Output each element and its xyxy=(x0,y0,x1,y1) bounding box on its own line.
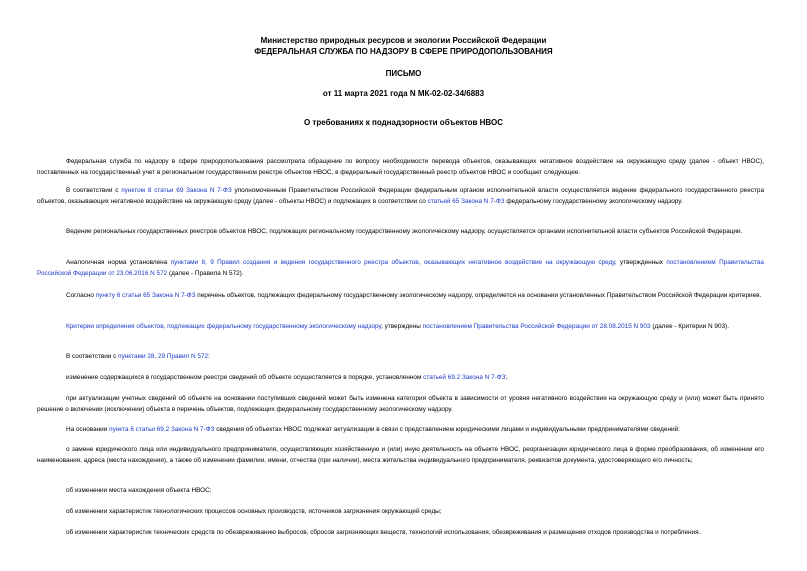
paragraph-text: изменение содержащихся в государственном реестре сведений об объекте осуществляется в порядке, установленном xyxy=(66,374,424,381)
paragraph-text: об изменении места нахождения объекта НВОС; xyxy=(66,487,212,494)
paragraph-text: , утвержденных xyxy=(614,259,667,266)
paragraph-text: ; xyxy=(505,374,508,381)
paragraph-text: В соответствии с xyxy=(66,187,122,194)
paragraph-14 xyxy=(37,527,764,538)
paragraph-11 xyxy=(37,444,764,466)
resolution-link[interactable]: постановлением Правительства Российской Федерации от 23.06.2016 N 572 xyxy=(37,259,764,277)
paragraph-text: (далее - Правила N 572). xyxy=(167,270,244,277)
paragraph-text: сведения об объектах НВОС подлежат актуализации в связи с представлением юридическими лицами и индивидуальными предпринимателями сведений: xyxy=(214,426,680,433)
paragraph-text: , утверждены xyxy=(381,323,423,330)
paragraph-text: при актуализации учетных сведений об объекте на основании поступивших сведений может быть изменена категория объекта в зависимости от уровня негативного воздействия на окружающую среду и (или) может быть принято решение о включении (исключении) объекта в перечень объектов, подлежащих федеральному государственному экологическому надзору. xyxy=(37,395,764,413)
paragraph-12 xyxy=(37,485,764,496)
document-type: ПИСЬМО xyxy=(385,69,422,78)
paragraph-text: В соответствии с xyxy=(66,353,119,360)
paragraph-text: федеральному государственному экологическому надзору. xyxy=(504,198,683,205)
paragraph-7 xyxy=(37,351,764,362)
paragraph-4 xyxy=(37,257,764,279)
paragraph-9 xyxy=(37,393,764,415)
paragraph-8 xyxy=(37,372,764,383)
paragraph-text: На основании xyxy=(66,426,110,433)
paragraph-10 xyxy=(37,424,764,435)
resolution-link[interactable]: постановлением Правительства Российской Федерации от 28.08.2015 N 903 xyxy=(422,323,651,330)
paragraph-3 xyxy=(37,226,764,237)
paragraph-text: об изменении характеристик технологических процессов основных производств, источников загрязнения окружающей среды; xyxy=(66,508,442,515)
ministry-heading: Министерство природных ресурсов и экологии Российской Федерации xyxy=(260,36,547,45)
document-date-number: от 11 марта 2021 года N МК-02-02-34/6883 xyxy=(322,89,485,98)
law-link[interactable]: пунктом 8 статьи 69 Закона N 7-ФЗ xyxy=(121,187,232,194)
paragraph-text: Ведение региональных государственных реестров объектов НВОС, подлежащих региональному государственному экологическому надзору, осуществляется органами исполнительной власти субъектов Российской Федерации. xyxy=(66,228,743,235)
paragraph-13 xyxy=(37,506,764,517)
document-subject: О требованиях к поднадзорности объектов НВОС xyxy=(303,118,504,127)
rules-link[interactable]: пунктами 28, 29 Правил N 572 xyxy=(118,353,209,360)
criteria-link[interactable]: Критерии определения объектов, подлежащих федеральному государственному экологическому надзору xyxy=(66,323,382,330)
paragraph-text: (далее - Критерии N 903). xyxy=(650,323,729,330)
law-link[interactable]: статьей 69.2 Закона N 7-ФЗ xyxy=(423,374,506,381)
paragraph-2 xyxy=(37,185,764,207)
paragraph-text: Аналогичная норма установлена xyxy=(66,259,171,266)
paragraph-5 xyxy=(37,290,764,301)
paragraph-text: перечень объектов, подлежащих федеральному государственному экологическому надзору, определяется на основании установленных Правительством Российской Федерации критериев. xyxy=(195,292,762,299)
paragraph-text: Согласно xyxy=(66,292,96,299)
paragraph-text: об изменении характеристик технических средств по обезвреживанию выбросов, сбросов загрязняющих веществ, технологий использования, обезвреживания и размещения отходов производства и потребления. xyxy=(66,529,701,536)
paragraph-6 xyxy=(37,321,764,332)
law-link[interactable]: статьей 65 Закона N 7-ФЗ xyxy=(427,198,505,205)
paragraph-1 xyxy=(37,156,764,178)
law-link[interactable]: пункту 6 статьи 65 Закона N 7-ФЗ xyxy=(95,292,196,299)
paragraph-text: : xyxy=(208,353,210,360)
paragraph-text: Федеральная служба по надзору в сфере природопользования рассмотрела обращение по вопросу необходимости перевода объектов, оказывающих негативное воздействие на окружающую среду (далее - объект НВОС), поставленных на государственный учет в региональном государственном реестре объектов НВОС, в федеральный государственный реестр объектов НВОС и сообщает следующее. xyxy=(37,158,764,176)
paragraph-text: уполномоченным Правительством Российской Федерации федеральным органом исполнительной власти осуществляется ведение федерального государственного реестра объектов, оказывающих негативное воздействие на окружающую среду (далее - объекты НВОС) и подлежащих в соответствии со xyxy=(37,187,765,205)
paragraph-text: о замене юридического лица или индивидуального предпринимателя, осуществляющих хозяйственную и (или) иную деятельность на объекте НВОС, реорганизации юридического лица в форме преобразования, об изменении его наименования, адреса (места нахождения), а также об изменении фамилии, имени, отчества (при наличии), места жительства индивидуального предпринимателя, реквизитов документа, удостоверяющего его личность; xyxy=(37,446,764,464)
law-link[interactable]: пункта 6 статьи 69.2 Закона N 7-ФЗ xyxy=(109,426,215,433)
rules-link[interactable]: пунктами 8, 9 Правил создания и ведения государственного реестра объектов, оказывающих негативное воздействие на окружающую среду xyxy=(170,259,615,266)
service-heading: ФЕДЕРАЛЬНАЯ СЛУЖБА ПО НАДЗОРУ В СФЕРЕ ПРИРОДОПОЛЬЗОВАНИЯ xyxy=(254,47,553,56)
